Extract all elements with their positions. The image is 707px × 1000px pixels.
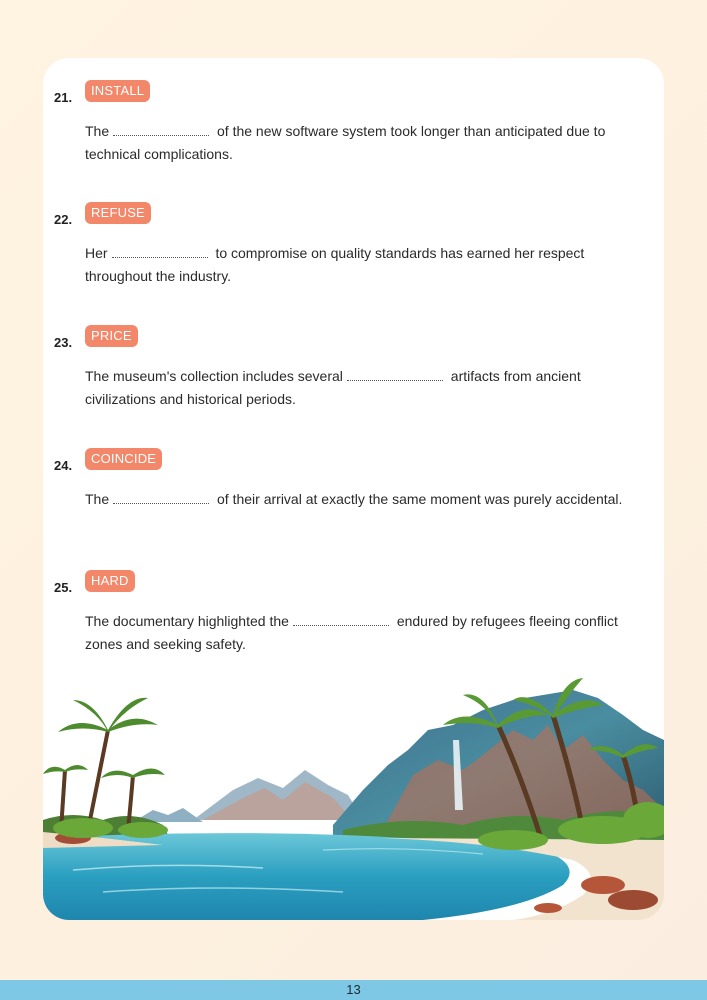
question-text (85, 365, 625, 411)
text-before-blank: Her (85, 245, 108, 261)
text-after-blank: endured by refugees fleeing conflict zones and seeking safety. (85, 613, 618, 652)
question-text (85, 610, 625, 656)
answer-blank[interactable] (293, 613, 389, 626)
question-number: 23. (54, 335, 73, 350)
answer-blank[interactable] (112, 245, 208, 258)
answer-blank[interactable] (347, 368, 443, 381)
tropical-beach-illustration (43, 670, 664, 920)
word-badge: HARD (85, 570, 135, 592)
question-text (85, 120, 625, 166)
palm-tree (61, 730, 133, 830)
answer-blank[interactable] (113, 123, 209, 136)
answer-blank[interactable] (113, 491, 209, 504)
text-after-blank: to compromise on quality standards has earned her respect throughout the industry. (85, 245, 585, 284)
worksheet-card (43, 58, 664, 920)
question-number: 24. (54, 458, 73, 473)
rock (581, 876, 625, 894)
text-before-blank: The museum's collection includes several (85, 368, 343, 384)
page-number: 13 (346, 982, 361, 997)
word-badge: INSTALL (85, 80, 150, 102)
question-number: 21. (54, 90, 73, 105)
text-before-blank: The documentary highlighted the (85, 613, 289, 629)
text-after-blank: of their arrival at exactly the same moment was purely accidental. (217, 491, 623, 507)
text-after-blank: of the new software system took longer than anticipated due to technical complications. (85, 123, 606, 162)
question-number: 22. (54, 212, 73, 227)
text-before-blank: The (85, 491, 110, 507)
text-after-blank: artifacts from ancient civilizations and historical periods. (85, 368, 581, 407)
word-badge: COINCIDE (85, 448, 162, 470)
word-badge: REFUSE (85, 202, 151, 224)
question-number: 25. (54, 580, 73, 595)
page-footer (0, 980, 707, 1000)
word-badge: PRICE (85, 325, 138, 347)
question-text (85, 488, 625, 511)
question-text (85, 242, 625, 288)
text-before-blank: The (85, 123, 110, 139)
